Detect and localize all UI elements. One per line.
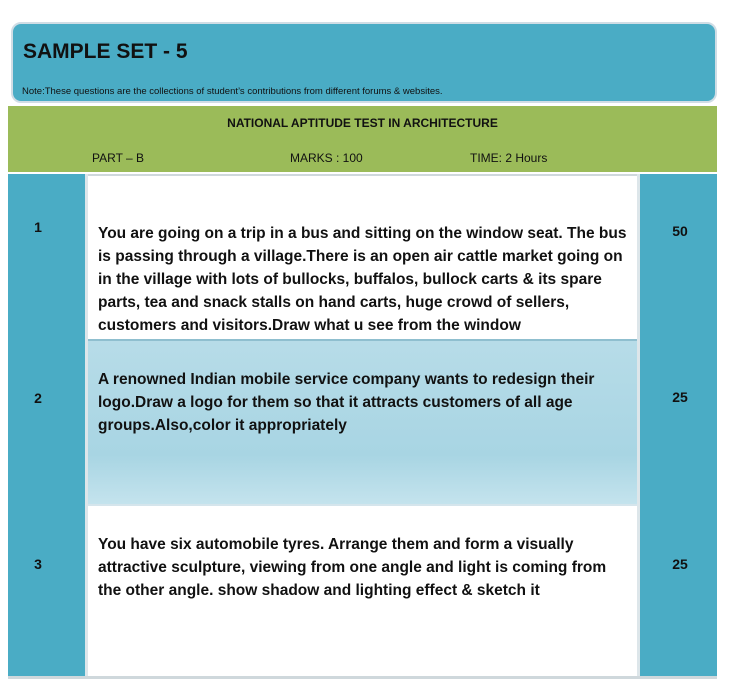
question-text: You are going on a trip in a bus and sitting on the window seat. The bus is passing through a village.There is an open air cattle market going on in the village with lots of bullocks, buffalos, bullock carts & its spare parts, tea and snack stalls on hand carts, huge crowd of sellers, customers and visitors.Draw what u see from the window [98,225,627,334]
exam-info-band [8,106,717,172]
question-row [8,339,717,506]
question-text-cell [88,339,637,506]
question-marks: 50 [672,223,688,239]
header-note: Note:These questions are the collections of student’s contributions from different forums & websites. [22,86,443,97]
question-number-cell [8,174,88,339]
exam-time: TIME: 2 Hours [470,151,548,165]
question-number: 1 [34,219,42,235]
question-row [8,506,717,676]
question-text-cell [88,506,637,676]
header-banner [11,22,717,103]
question-marks: 25 [672,389,688,405]
question-marks-cell [637,506,717,676]
exam-title: NATIONAL APTITUDE TEST IN ARCHITECTURE [227,116,498,130]
question-marks-cell [637,339,717,506]
question-number-cell [8,506,88,676]
question-number-cell [8,339,88,506]
question-text-cell [88,174,637,339]
question-marks: 25 [672,556,688,572]
question-text: A renowned Indian mobile service company wants to redesign their logo.Draw a logo for them so that it attracts customers of all age groups.Also,color it appropriately [98,371,595,434]
exam-marks: MARKS : 100 [290,151,363,165]
page-title: SAMPLE SET - 5 [23,40,188,63]
question-number: 2 [34,390,42,406]
question-number: 3 [34,556,42,572]
table-bottom-border [8,676,717,679]
question-text: You have six automobile tyres. Arrange them and form a visually attractive sculpture, viewing from one angle and light is coming from the other angle. show shadow and lighting effect & sketch it [98,536,607,599]
question-marks-cell [637,174,717,339]
exam-part: PART – B [92,151,145,165]
question-row [8,174,717,339]
